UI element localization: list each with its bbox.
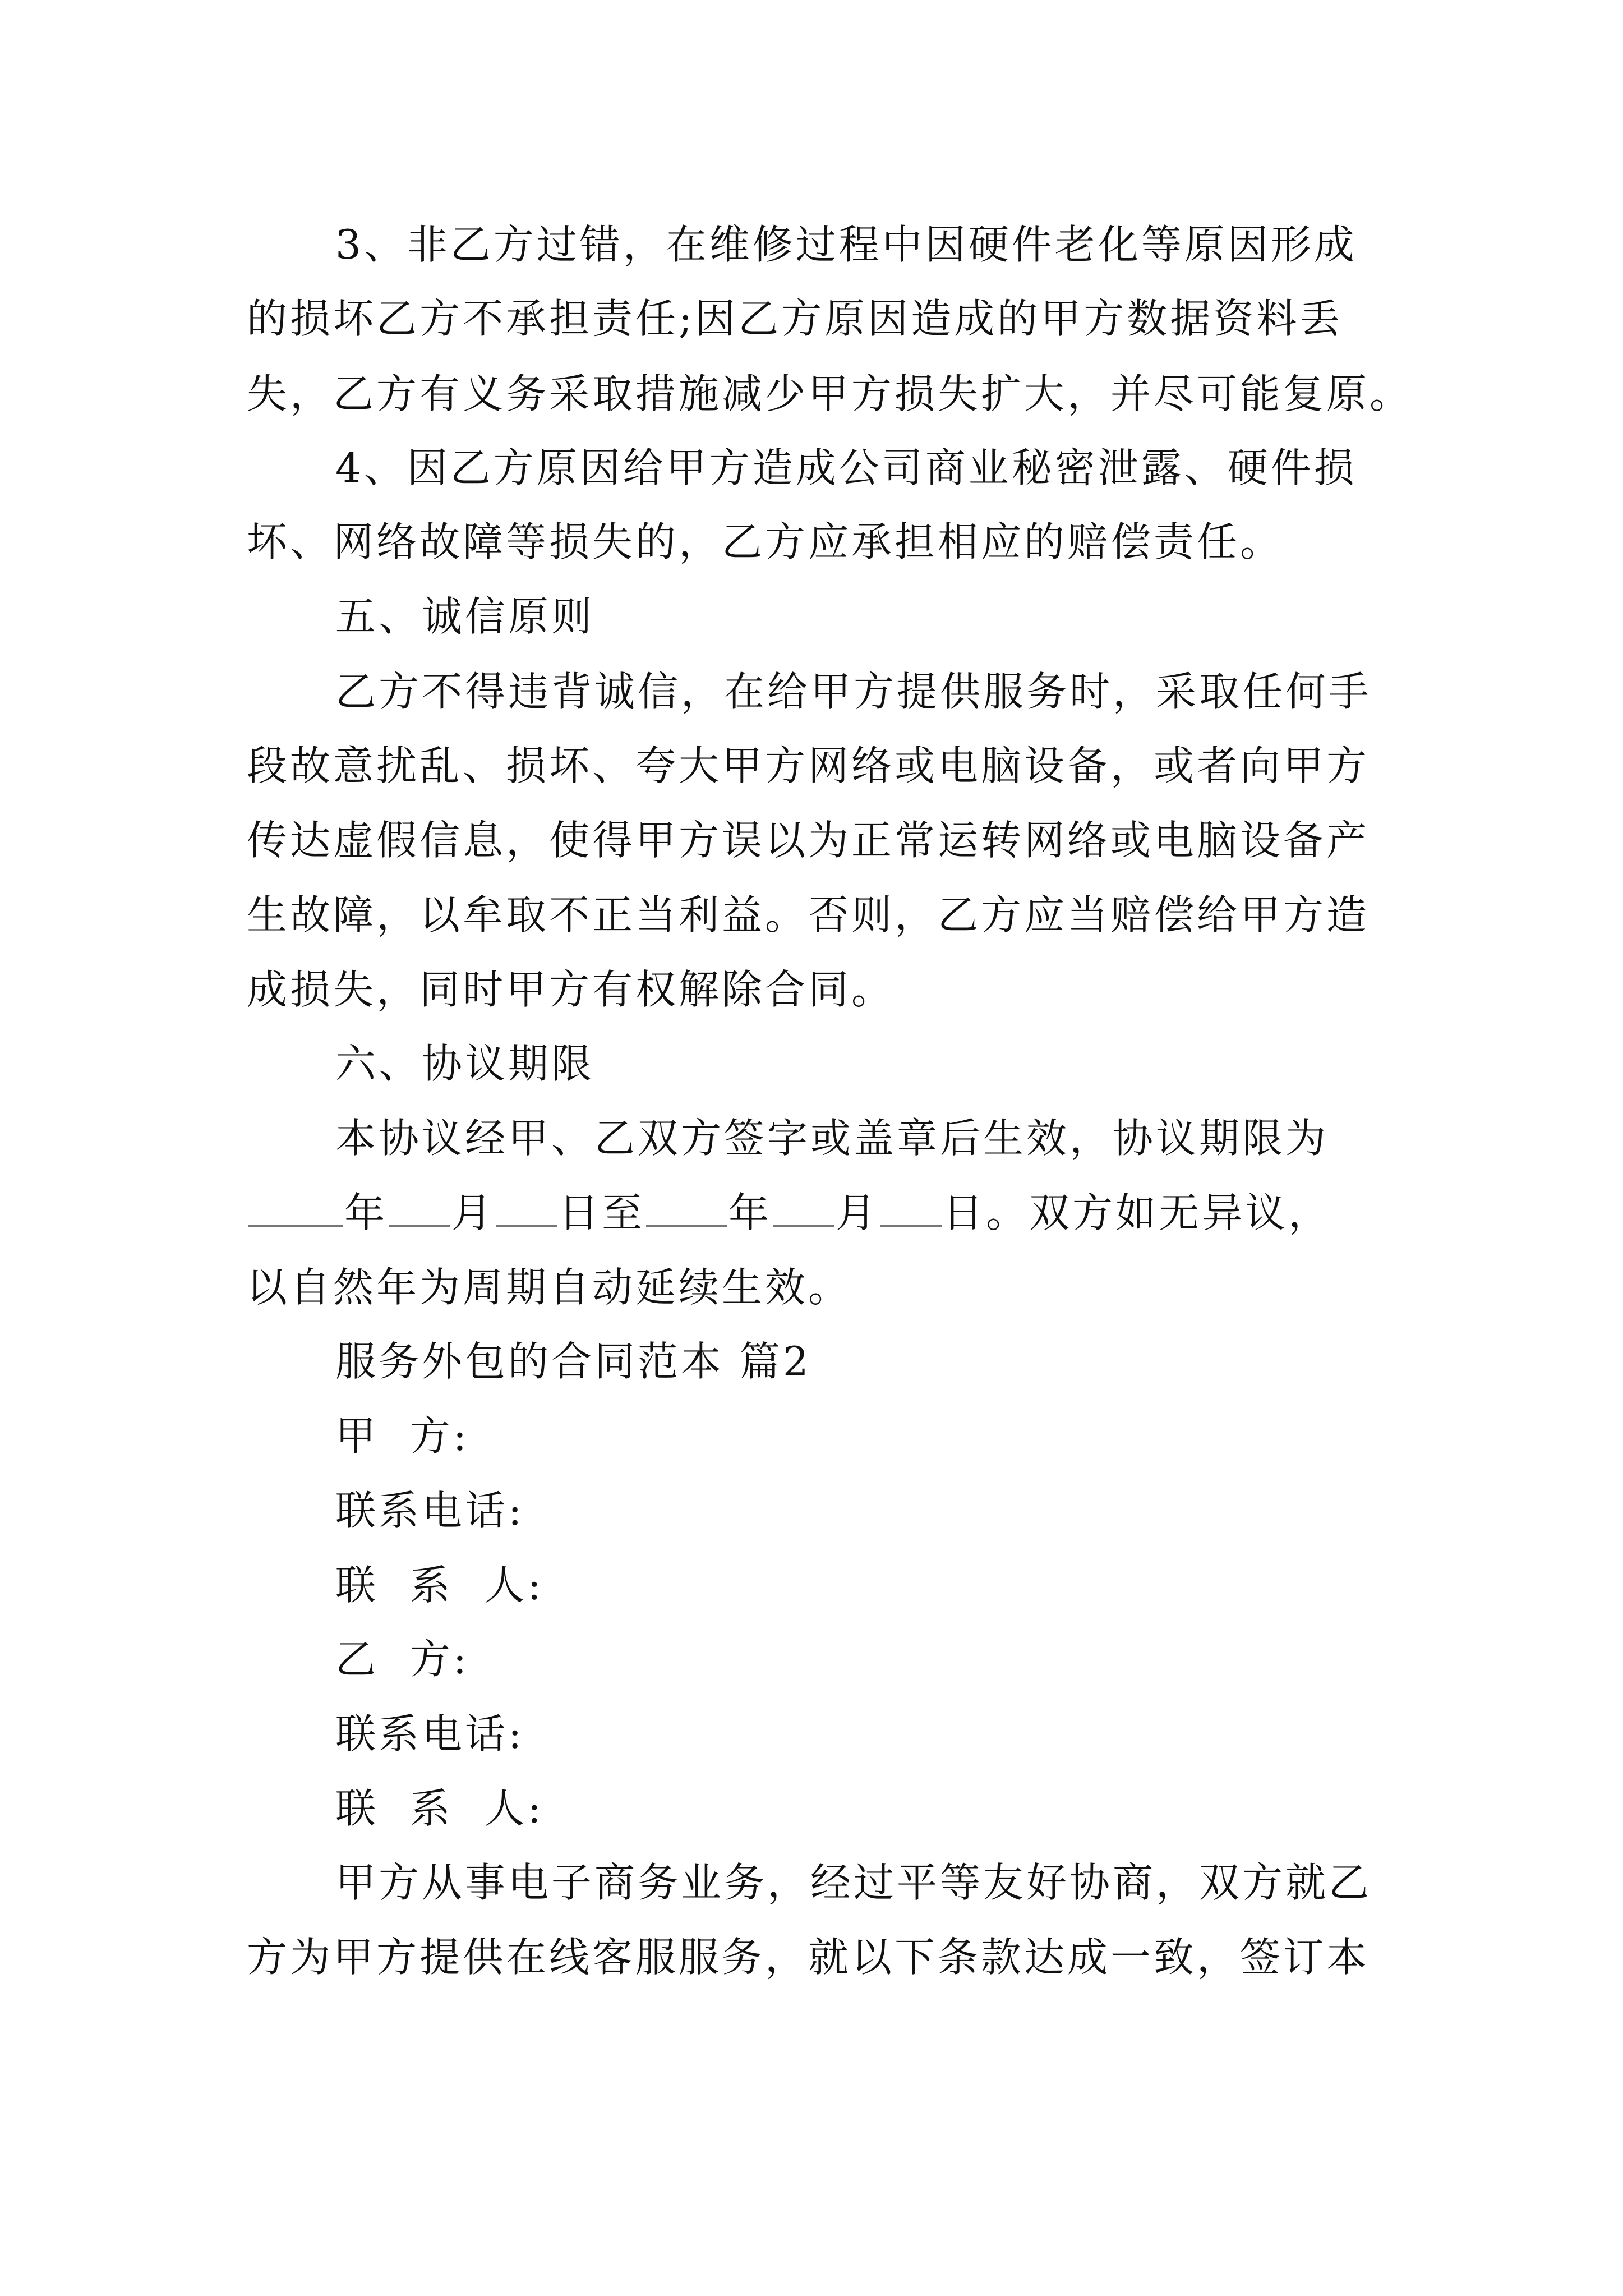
blank-day-start [496,1189,557,1227]
paragraph-line: 甲方从事电子商务业务，经过平等友好协商，双方就乙 [335,1859,1372,1906]
contact-person-label: 联 系 人: [335,1785,544,1832]
section-heading: 六、协议期限 [335,1040,595,1087]
paragraph-line: 生故障，以牟取不正当利益。否则，乙方应当赔偿给甲方造 [247,891,1370,938]
day-end-label: 日。双方如无异议， [943,1189,1332,1236]
paragraph-line: 以自然年为周期自动延续生效。 [247,1264,852,1311]
paragraph-line: 乙方不得违背诚信，在给甲方提供服务时，采取任何手 [335,668,1372,715]
paragraph-line: 失，乙方有义务采取措施减少甲方损失扩大，并尽可能复原。 [247,370,1413,417]
paragraph-line: 坏、网络故障等损失的，乙方应承担相应的赔偿责任。 [247,518,1284,565]
party-b-label: 乙 方: [335,1636,470,1683]
year-label: 年 [344,1189,388,1236]
blank-day-end [880,1189,942,1227]
contact-phone-label: 联系电话: [335,1710,525,1757]
blank-year-end [646,1189,727,1227]
paragraph-line: 成损失，同时甲方有权解除合同。 [247,966,895,1013]
paragraph-line: 本协议经甲、乙双方签字或盖章后生效，协议期限为 [335,1115,1329,1162]
day-to-label: 日至 [559,1189,645,1236]
contract-title: 服务外包的合同范本 篇2 [335,1338,811,1385]
date-range-line [0,1174,1623,1252]
blank-month-end [773,1189,834,1227]
paragraph-line: 4、因乙方原因给甲方造成公司商业秘密泄露、硬件损 [335,444,1357,491]
paragraph-line: 3、非乙方过错，在维修过程中因硬件老化等原因形成 [335,221,1357,268]
party-a-label: 甲 方: [335,1412,470,1460]
contact-person-label: 联 系 人: [335,1562,544,1609]
blank-year-start [248,1189,343,1227]
year-label: 年 [728,1189,772,1236]
section-heading: 五、诚信原则 [335,593,595,640]
month-label: 月 [451,1189,495,1236]
paragraph-line: 方为甲方提供在线客服服务，就以下条款达成一致，签订本 [247,1934,1370,1981]
paragraph-line: 段故意扰乱、损坏、夸大甲方网络或电脑设备，或者向甲方 [247,742,1370,789]
contact-phone-label: 联系电话: [335,1487,525,1534]
paragraph-line: 的损坏乙方不承担责任;因乙方原因造成的甲方数据资料丢 [247,295,1343,342]
paragraph-line: 传达虚假信息，使得甲方误以为正常运转网络或电脑设备产 [247,817,1370,864]
month-label: 月 [836,1189,879,1236]
blank-month-start [389,1189,450,1227]
